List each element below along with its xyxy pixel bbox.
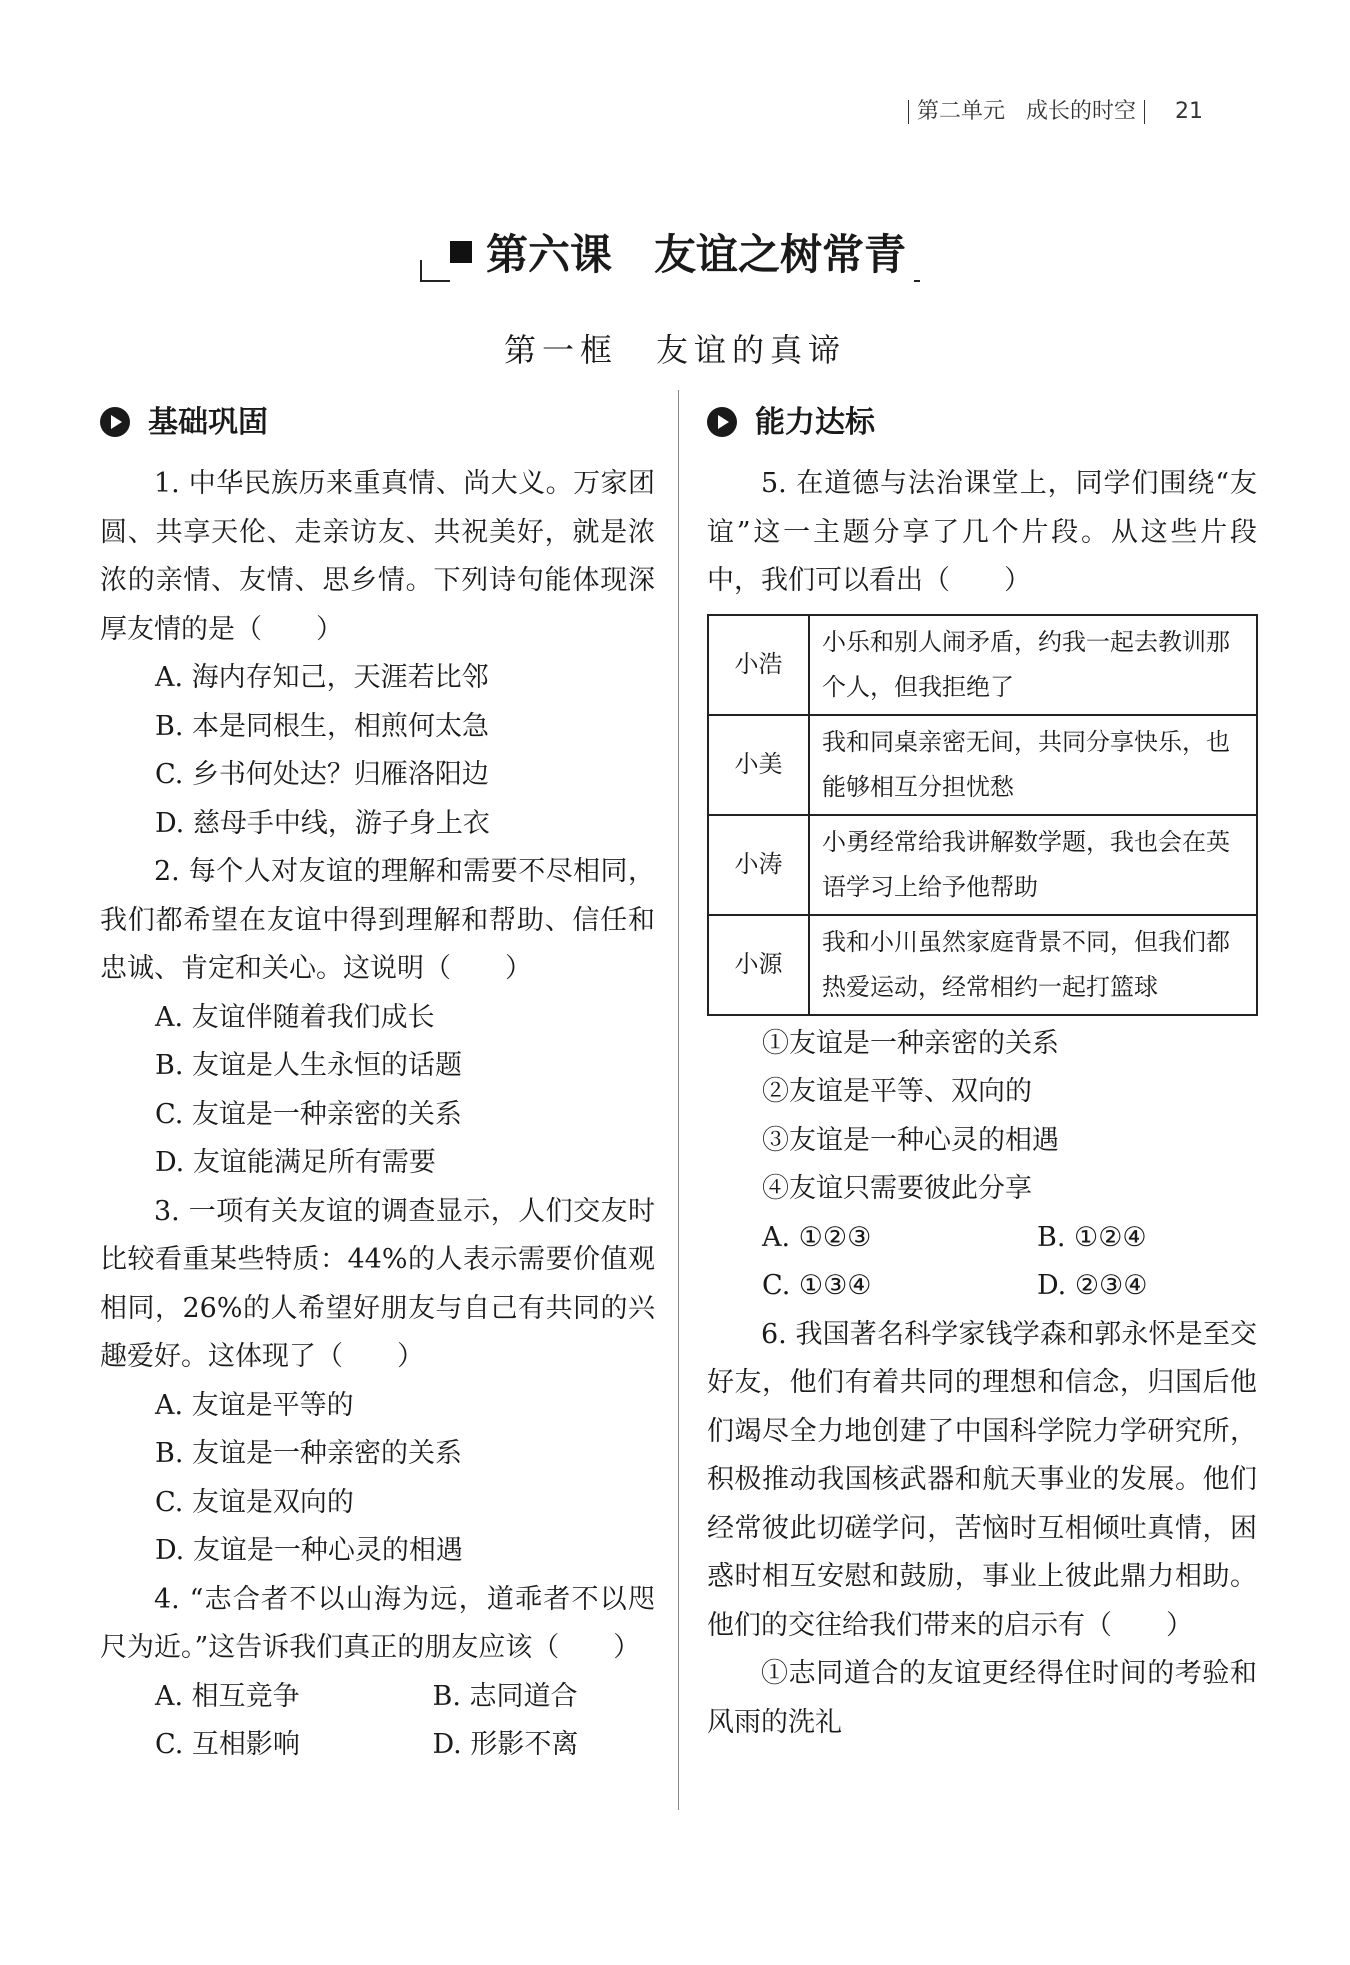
option-row [707,1262,1257,1311]
table-row [708,615,1257,715]
play-circle-icon [100,407,130,437]
option: C. ①③④ [762,1270,872,1301]
unit-label: 第二单元 [917,99,1006,124]
student-statement: 小乐和别人闹矛盾，约我一起去教训那个人，但我拒绝了 [809,615,1257,715]
question-1: 1. 中华民族历来重真情、尚大义。万家团圆、共享天伦、走亲访友、共祝美好，就是浓浓的亲情、友情、思乡情。下列诗句能体现深厚友情的是（ ） [100,468,655,645]
option-row [100,1721,655,1770]
column-divider [678,390,679,1810]
dialog-table [707,614,1258,1016]
option: A. 相互竞争 [155,1680,300,1712]
question-3: 3. 一项有关友谊的调查显示，人们交友时比较看重某些特质：44%的人表示需要价值观相同，26%的人希望好朋友与自己有共同的兴趣爱好。这体现了（ ） [100,1195,655,1372]
section-title: 第一框 友谊的真谛 [503,331,846,369]
option: C. 友谊是双向的 [155,1486,354,1518]
square-bullet-icon [450,241,472,263]
lesson-title [450,222,914,282]
option: B. 志同道合 [432,1680,578,1712]
option: A. ①②③ [762,1221,872,1253]
student-statement: 我和同桌亲密无间，共同分享快乐，也能够相互分担忧愁 [809,715,1257,815]
student-statement: 小勇经常给我讲解数学题，我也会在英语学习上给予他帮助 [809,815,1257,915]
statement: ②友谊是平等、双向的 [762,1076,1032,1107]
option: A. 友谊伴随着我们成长 [155,1001,435,1033]
question-5: 5. 在道德与法治课堂上，同学们围绕“友谊”这一主题分享了几个片段。从这些片段中，我们可以看出（ ） [707,468,1257,596]
question-2: 2. 每个人对友谊的理解和需要不尽相同，我们都希望在友谊中得到理解和帮助、信任和忠诚、肯定和关心。这说明（ ） [100,856,655,984]
section-heading-basic [100,400,655,460]
question-6: 6. 我国著名科学家钱学森和郭永怀是至交好友，他们有着共同的理想和信念，归国后他们竭尽全力地创建了中国科学院力学研究所，积极推动我国核武器和航天事业的发展。他们经常彼此切磋学问，苦恼时互相倾吐真情，困惑时相互安慰和鼓励，事业上彼此鼎力相助。他们的交往给我们带来的启示有（ ） [707,1318,1257,1641]
option-row [707,1214,1257,1263]
student-name: 小源 [708,915,809,1015]
option: D. 慈母手中线，游子身上衣 [155,807,490,839]
right-column [707,400,1257,1747]
student-statement: 我和小川虽然家庭背景不同，但我们都热爱运动，经常相约一起打篮球 [809,915,1257,1015]
option: D. 形影不离 [432,1729,579,1760]
heading-label: 基础巩固 [148,405,268,440]
option: A. 友谊是平等的 [155,1389,354,1421]
option-row [100,1673,655,1722]
play-circle-icon [707,407,737,437]
option: B. 本是同根生，相煎何太急 [155,710,490,742]
option: B. 友谊是人生永恒的话题 [155,1050,463,1081]
option: D. 友谊能满足所有需要 [155,1147,436,1178]
header-divider [908,100,909,124]
statement: ③友谊是一种心灵的相遇 [762,1124,1059,1156]
running-header [900,94,1280,125]
option: B. ①②④ [1037,1221,1147,1253]
question-4: 4. “志合者不以山海为远，道乖者不以咫尺为近。”这告诉我们真正的朋友应该（ ） [100,1583,655,1663]
student-name: 小涛 [708,815,809,915]
heading-label: 能力达标 [755,405,875,440]
option: C. 互相影响 [155,1729,300,1760]
lesson-title-text: 第六课 友谊之树常青 [486,230,907,279]
option: D. ②③④ [1037,1270,1148,1301]
unit-title: 成长的时空 [1026,99,1137,124]
option: B. 友谊是一种亲密的关系 [155,1438,463,1469]
option: C. 友谊是一种亲密的关系 [155,1098,462,1130]
table-row [708,815,1257,915]
lesson-title-block [420,222,920,286]
section-heading-ability [707,400,1257,460]
title-tick [420,260,422,282]
student-name: 小美 [708,715,809,815]
table-row [708,715,1257,815]
option: A. 海内存知己，天涯若比邻 [155,662,489,693]
statement: ①友谊是一种亲密的关系 [762,1027,1059,1059]
option: D. 友谊是一种心灵的相遇 [155,1535,463,1566]
statement: ④友谊只需要彼此分享 [762,1173,1032,1204]
statement: ①志同道合的友谊更经得住时间的考验和风雨的洗礼 [707,1658,1257,1738]
student-name: 小浩 [708,615,809,715]
header-divider [1144,100,1145,124]
option: C. 乡书何处达？归雁洛阳边 [155,759,489,790]
page-number: 21 [1175,99,1204,124]
left-column [100,400,655,1770]
table-row [708,915,1257,1015]
